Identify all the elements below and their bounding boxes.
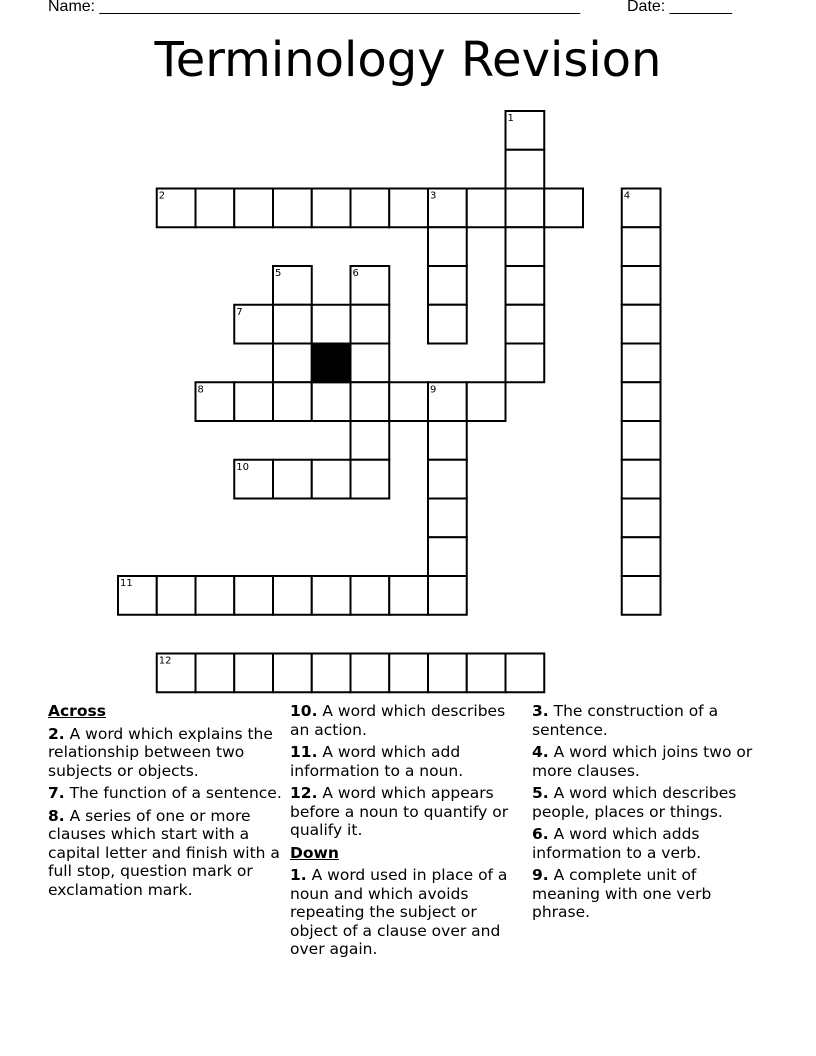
date-field: Date: _______ [627, 0, 732, 15]
grid-cell[interactable] [273, 576, 312, 615]
grid-cell[interactable] [428, 537, 467, 576]
grid-cell[interactable] [389, 189, 428, 228]
clue-across-8: 8. A series of one or more clauses which start with a capital letter and finish with a full stop, question mark or exclamation mark. [48, 806, 280, 899]
grid-cell[interactable] [234, 654, 273, 693]
clue-number-7: 7 [236, 306, 243, 318]
clue-number-2: 2 [158, 190, 166, 202]
grid-cell[interactable] [273, 460, 312, 499]
clue-down-9: 9. A complete unit of meaning with one verb phrase. [532, 866, 712, 921]
grid-cell[interactable] [622, 266, 661, 305]
grid-cell[interactable] [544, 189, 583, 228]
clue-number-12: 12 [158, 655, 172, 667]
grid-cell[interactable] [622, 382, 661, 421]
grid-cell[interactable] [428, 305, 467, 344]
clue-across-2: 2. A word which explains the relationship between two subjects or objects. [48, 724, 273, 780]
grid-cell[interactable] [428, 499, 467, 538]
grid-cell[interactable] [506, 654, 545, 693]
grid-cell[interactable] [351, 421, 390, 460]
grid-cell[interactable] [312, 189, 351, 228]
grid-cell[interactable] [351, 344, 390, 383]
grid-cell[interactable] [351, 576, 390, 615]
clue-number-1: 1 [507, 113, 514, 124]
grid-cell[interactable] [622, 537, 661, 576]
grid-cell[interactable] [351, 382, 390, 421]
clue-down-3: 3. The construction of a sentence. [532, 702, 719, 739]
grid-cell[interactable] [428, 266, 467, 305]
grid-cell[interactable] [506, 344, 545, 383]
grid-cell[interactable] [234, 189, 273, 228]
across-heading: Across [48, 702, 106, 720]
grid-cell[interactable] [312, 576, 351, 615]
clue-down-6: 6. A word which adds information to a verb. [532, 825, 702, 862]
clue-number-5: 5 [275, 268, 282, 279]
grid-cell[interactable] [273, 189, 312, 228]
grid-cell[interactable] [389, 576, 428, 615]
clue-number-4: 4 [623, 190, 631, 202]
clue-number-6: 6 [352, 268, 359, 279]
grid-cell[interactable] [506, 266, 545, 305]
clues-column-2 [290, 702, 526, 963]
clues-column-3 [532, 702, 768, 926]
grid-cell[interactable] [428, 654, 467, 693]
clue-across-10: 10. A word which describes an action. [290, 702, 506, 739]
grid-cell[interactable] [506, 189, 545, 228]
page-title: Terminology Revision [154, 32, 662, 88]
grid-cell[interactable] [622, 576, 661, 615]
grid-cell[interactable] [196, 654, 235, 693]
grid-cell[interactable] [196, 576, 235, 615]
clue-down-4: 4. A word which joins two or more clauses. [532, 743, 753, 780]
grid-cell[interactable] [273, 305, 312, 344]
grid-cell[interactable] [467, 382, 506, 421]
grid-cell[interactable] [196, 189, 235, 228]
name-field: Name: ______________________________________________________ [48, 0, 581, 15]
grid-cell[interactable] [428, 576, 467, 615]
grid-block [312, 344, 351, 383]
grid-cell[interactable] [351, 305, 390, 344]
grid-cell[interactable] [234, 382, 273, 421]
grid-cell[interactable] [312, 654, 351, 693]
grid-cell[interactable] [273, 654, 312, 693]
grid-cell[interactable] [622, 499, 661, 538]
grid-cell[interactable] [351, 460, 390, 499]
grid-cell[interactable] [428, 460, 467, 499]
grid-cell[interactable] [622, 227, 661, 266]
grid-cell[interactable] [312, 305, 351, 344]
grid-cell[interactable] [506, 305, 545, 344]
grid-cell[interactable] [622, 305, 661, 344]
grid-cell[interactable] [622, 460, 661, 499]
clue-number-10: 10 [236, 461, 249, 473]
clue-down-1: 1. A word used in place of a noun and which avoids repeating the subject or object of a clause over and over again. [290, 866, 508, 958]
clue-down-5: 5. A word which describes people, places or things. [532, 784, 737, 821]
grid-cell[interactable] [506, 150, 545, 189]
clue-across-11: 11. A word which add information to a noun. [290, 743, 464, 780]
clue-number-11: 11 [120, 578, 133, 589]
clue-number-3: 3 [430, 190, 437, 202]
clue-number-8: 8 [197, 384, 204, 396]
clues-column-1 [48, 702, 284, 903]
grid-cell[interactable] [351, 189, 390, 228]
clue-across-7: 7. The function of a sentence. [48, 784, 282, 802]
grid-cell[interactable] [312, 460, 351, 499]
grid-cell[interactable] [428, 227, 467, 266]
grid-cell[interactable] [389, 382, 428, 421]
grid-cell[interactable] [234, 576, 273, 615]
grid-cell[interactable] [467, 189, 506, 228]
clue-number-9: 9 [430, 384, 437, 396]
grid-cell[interactable] [273, 382, 312, 421]
grid-cell[interactable] [622, 344, 661, 383]
grid-cell[interactable] [351, 654, 390, 693]
grid-cell[interactable] [273, 344, 312, 383]
down-heading: Down [290, 843, 339, 862]
grid-cell[interactable] [312, 382, 351, 421]
grid-cell[interactable] [506, 227, 545, 266]
grid-cell[interactable] [389, 654, 428, 693]
grid-cell[interactable] [157, 576, 196, 615]
clue-across-12: 12. A word which appears before a noun to quantify or qualify it. [290, 784, 509, 839]
grid-cell[interactable] [428, 421, 467, 460]
grid-cell[interactable] [622, 421, 661, 460]
grid-cell[interactable] [467, 654, 506, 693]
